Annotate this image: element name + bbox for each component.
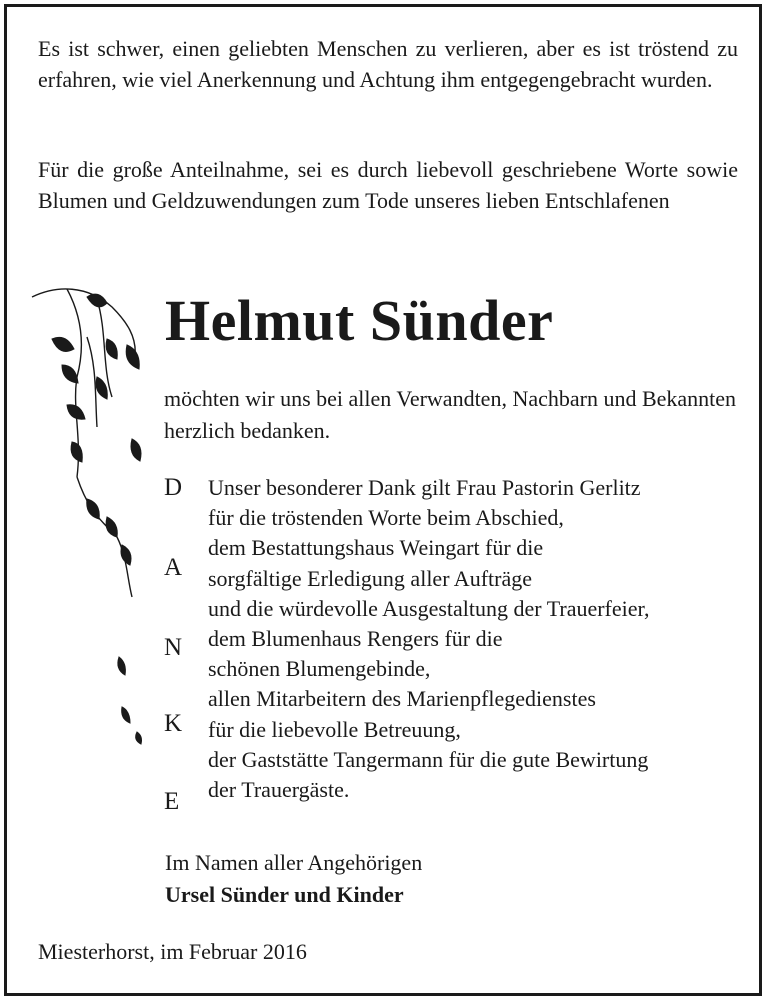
obituary-notice bbox=[4, 4, 762, 996]
signer-name: Ursel Sünder und Kinder bbox=[165, 882, 404, 907]
danke-line: allen Mitarbeitern des Marienpflegedienstes bbox=[208, 686, 596, 712]
thanks-text: möchten wir uns bei allen Verwandten, Nachbarn und Bekannten herzlich bedanken. bbox=[164, 386, 737, 443]
closing-block bbox=[165, 847, 422, 911]
danke-lines bbox=[208, 473, 748, 805]
deceased-name: Helmut Sünder bbox=[165, 288, 554, 353]
danke-line: der Trauergäste. bbox=[208, 777, 350, 803]
danke-line: Unser besonderer Dank gilt Frau Pastorin Gerlitz bbox=[208, 475, 641, 500]
danke-line: sorgfältige Erledigung aller Aufträge bbox=[208, 565, 532, 591]
danke-line: für die liebevolle Betreuung, bbox=[208, 716, 461, 742]
intro-paragraph-2: Für die große Anteilnahme, sei es durch liebevoll geschriebene Worte sowie Blumen und Geldzuwendungen zum Tode unseres lieben Entschlafenen bbox=[38, 157, 738, 213]
danke-line: der Gaststätte Tangermann für die gute Bewirtung bbox=[208, 746, 649, 772]
closing-line: Im Namen aller Angehörigen bbox=[165, 850, 423, 875]
danke-letter: K bbox=[164, 710, 183, 737]
place-date: Miesterhorst, im Februar 2016 bbox=[38, 939, 307, 964]
danke-letter: D bbox=[164, 474, 183, 501]
danke-line: dem Blumenhaus Rengers für die bbox=[208, 626, 503, 652]
danke-letter: A bbox=[164, 554, 183, 581]
danke-line: und die würdevolle Ausgestaltung der Trauerfeier, bbox=[208, 595, 650, 621]
danke-line: dem Bestattungshaus Weingart für die bbox=[208, 535, 544, 561]
danke-line: schönen Blumengebinde, bbox=[208, 656, 431, 682]
danke-letter: N bbox=[164, 634, 183, 661]
danke-line: für die tröstenden Worte beim Abschied, bbox=[208, 505, 564, 531]
birch-leaves-branch-icon bbox=[27, 277, 157, 757]
intro-paragraph-1: Es ist schwer, einen geliebten Menschen zu verlieren, aber es ist tröstend zu erfahren, wie viel Anerkennung und Achtung ihm entgegengebracht wurden. bbox=[38, 36, 738, 92]
danke-letter: E bbox=[164, 788, 180, 815]
